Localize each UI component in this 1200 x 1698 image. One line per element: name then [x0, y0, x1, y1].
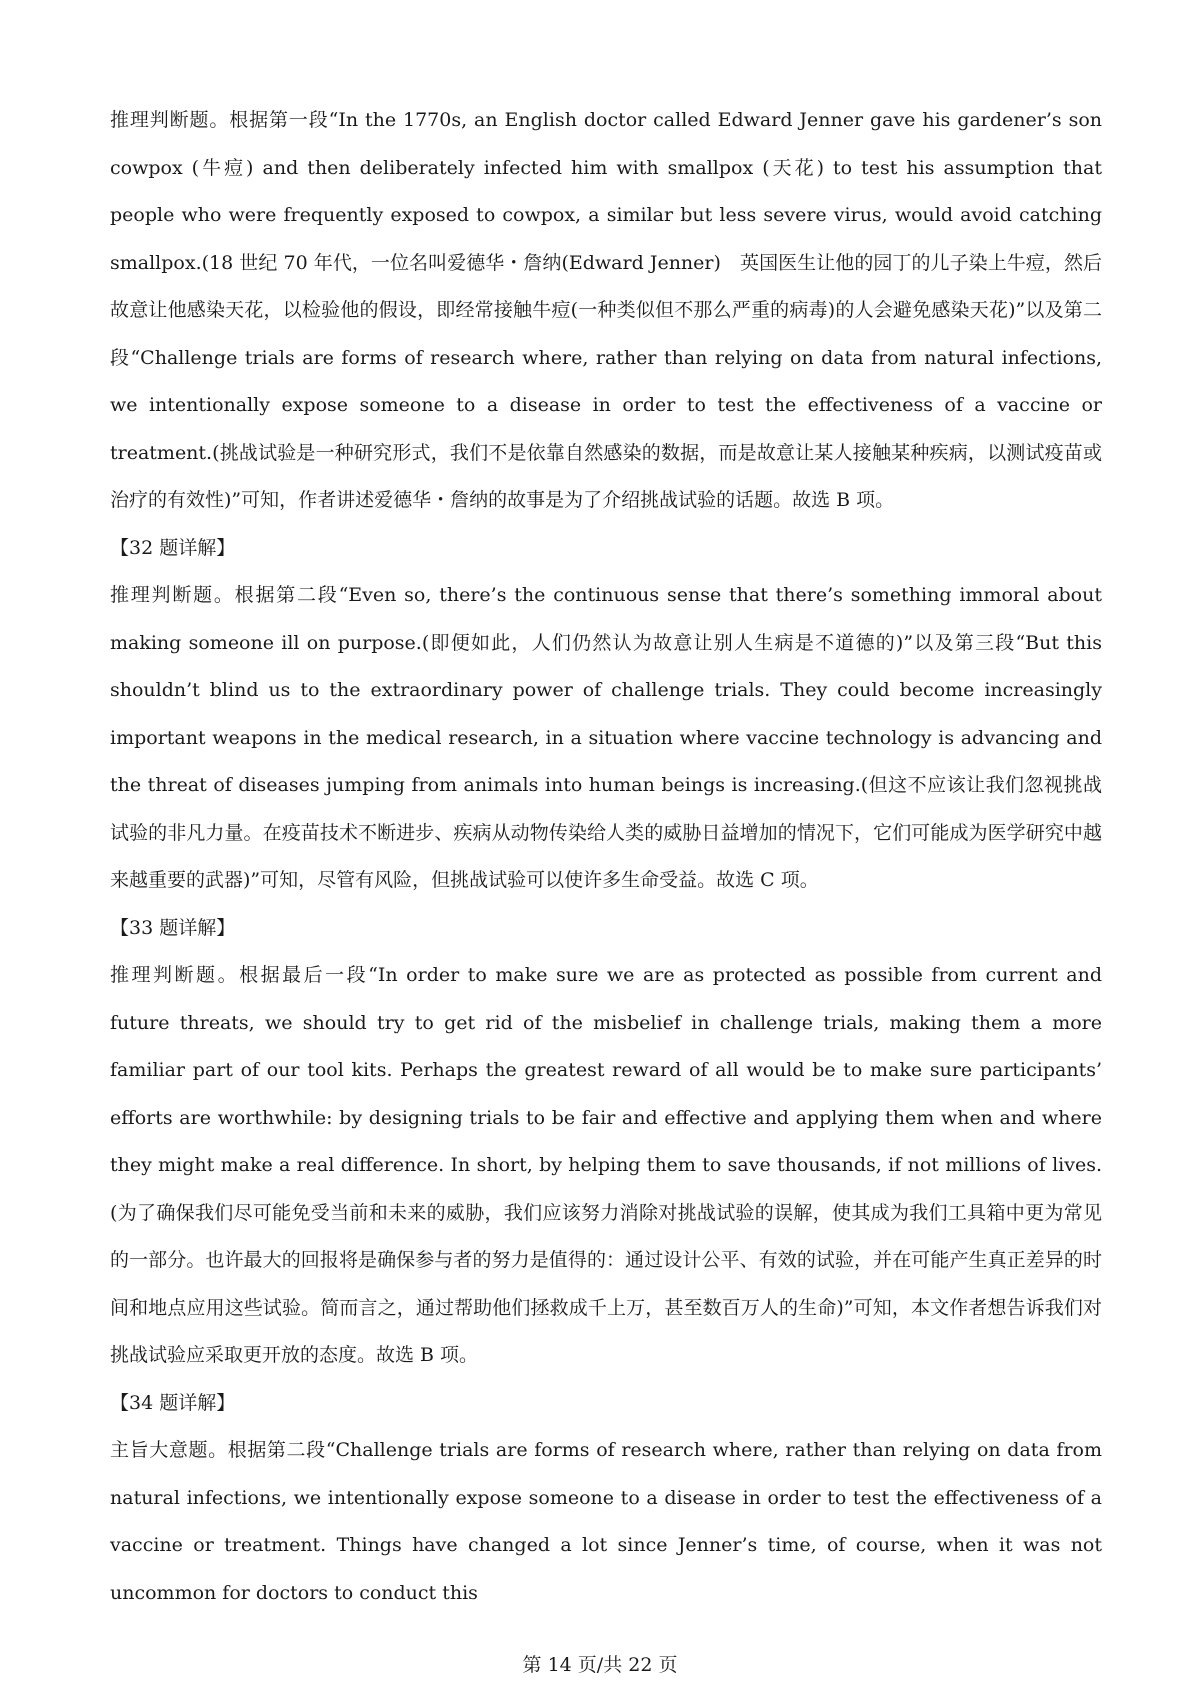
paragraph-q32-explanation: 推理判断题。根据第二段“Even so, there’s the continuous sense that there’s something immoral about making someone ill on purpose.(即便如此，人们仍然认为故意让别人生病是不道德的)”以及第三段“But this shouldn’t blind us to the extraordinary power of challenge trials. They could become increasingly important weapons in the medical research, in a situation where vaccine technology is advancing and the threat of diseases jumping from animals into human beings is increasing.(但这不应该让我们忽视挑战试验的非凡力量。在疫苗技术不断进步、疾病从动物传染给人类的威胁日益增加的情况下，它们可能成为医学研究中越来越重要的武器)”可知，尽管有风险，但挑战试验可以使许多生命受益。故选 C 项。: [110, 584, 1102, 891]
paragraph-q34-explanation: 主旨大意题。根据第二段“Challenge trials are forms of research where, rather than relying on data from natural infections, we intentionally expose someone to a disease in order to test the effectiveness of a vaccine or treatment. Things have changed a lot since Jenner’s time, of course, when it was not uncommon for doctors to conduct this: [110, 1439, 1102, 1604]
page-number-footer: 第 14 页/共 22 页: [522, 1654, 678, 1676]
paragraph-q33-explanation: 推理判断题。根据最后一段“In order to make sure we are as protected as possible from current and future threats, we should try to get rid of the misbelief in challenge trials, making them a more familiar part of our tool kits. Perhaps the greatest reward of all would be to make sure participants’ efforts are worthwhile: by designing trials to be fair and effective and applying them when and where they might make a real difference. In short, by helping them to save thousands, if not millions of lives.(为了确保我们尽可能免受当前和未来的威胁，我们应该努力消除对挑战试验的误解，使其成为我们工具箱中更为常见的一部分。也许最大的回报将是确保参与者的努力是值得的：通过设计公平、有效的试验，并在可能产生真正差异的时间和地点应用这些试验。简而言之，通过帮助他们拯救成千上万，甚至数百万人的生命)”可知，本文作者想告诉我们对挑战试验应采取更开放的态度。故选 B 项。: [110, 964, 1102, 1366]
document-body: [110, 97, 1102, 1617]
heading-q34: 【34 题详解】: [110, 1391, 236, 1414]
paragraph-q31-explanation: 推理判断题。根据第一段“In the 1770s, an English doctor called Edward Jenner gave his gardener’s son cowpox (牛痘) and then deliberately infected him with smallpox (天花) to test his assumption that people who were frequently exposed to cowpox, a similar but less severe virus, would avoid catching smallpox.(18 世纪 70 年代，一位名叫爱德华・詹纳(Edward Jenner) 英国医生让他的园丁的儿子染上牛痘，然后故意让他感染天花，以检验他的假设，即经常接触牛痘(一种类似但不那么严重的病毒)的人会避免感染天花)”以及第二段“Challenge trials are forms of research where, rather than relying on data from natural infections, we intentionally expose someone to a disease in order to test the effectiveness of a vaccine or treatment.(挑战试验是一种研究形式，我们不是依靠自然感染的数据，而是故意让某人接触某种疾病，以测试疫苗或治疗的有效性)”可知，作者讲述爱德华・詹纳的故事是为了介绍挑战试验的话题。故选 B 项。: [110, 109, 1102, 511]
heading-q33: 【33 题详解】: [110, 916, 236, 939]
heading-q32: 【32 题详解】: [110, 536, 236, 559]
